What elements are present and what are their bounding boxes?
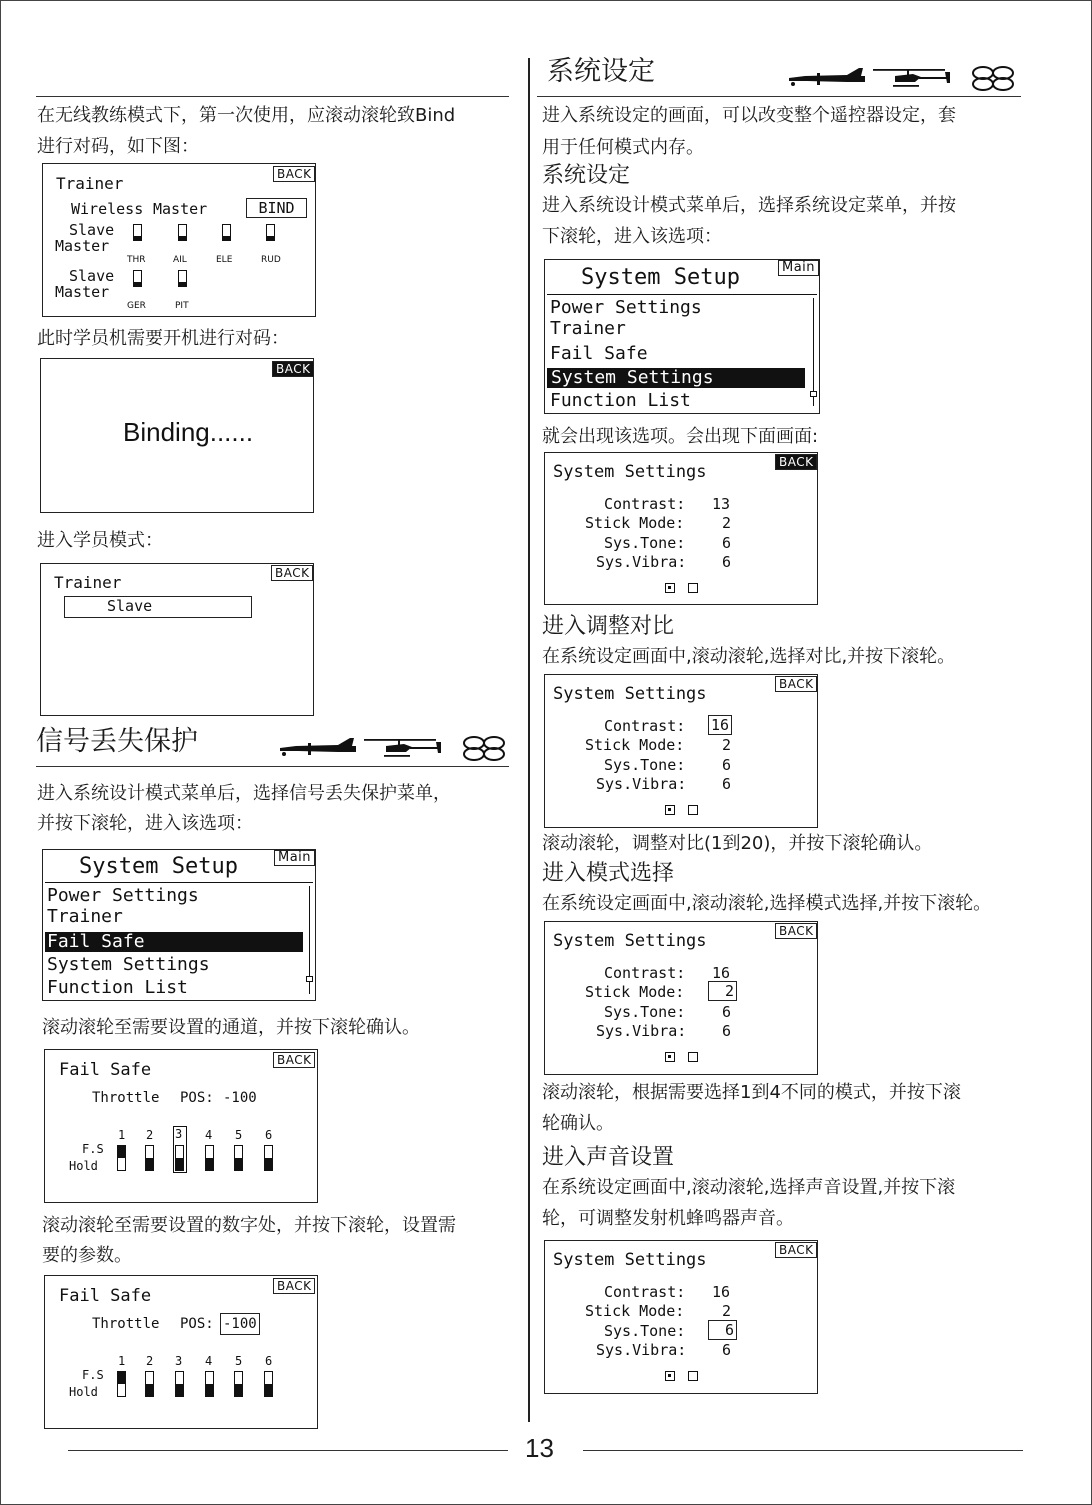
contrast-note: 滚动滚轮，调整对比(1到20)，并按下滚轮确认。 [542, 833, 933, 854]
column-divider [528, 58, 530, 1422]
sound-text-2: 轮，可调整发射机蜂鸣器声音。 [542, 1208, 794, 1229]
back-button[interactable]: BACK [273, 1052, 315, 1068]
back-button[interactable]: BACK [775, 1242, 817, 1258]
pos-value[interactable]: -100 [223, 1090, 257, 1106]
page-number: 13 [525, 1433, 554, 1463]
system-setup-menu-right [544, 259, 820, 414]
hold-label: Hold [69, 1159, 98, 1173]
page-indicator[interactable] [688, 1371, 698, 1381]
intro-line-1: 在无线教练模式下，第一次使用，应滚动滚轮致Bind [37, 105, 456, 126]
page-indicator-active[interactable] [665, 805, 675, 815]
mode-master: Master [153, 200, 208, 218]
sys-tone-value[interactable]: 6 [722, 756, 732, 774]
stick-mode-value[interactable]: 2 [722, 1302, 732, 1320]
system-sub-heading: 系统设定 [542, 163, 631, 188]
channel-bar-thr [133, 224, 142, 241]
back-button[interactable]: BACK [273, 166, 315, 182]
page-indicator[interactable] [688, 1052, 698, 1062]
helicopter-icon [364, 739, 441, 757]
contrast-heading: 进入调整对比 [542, 614, 675, 639]
channel-number: 2 [146, 1354, 154, 1368]
sound-heading: 进入声音设置 [542, 1145, 675, 1170]
menu-title: System Setup [79, 854, 238, 879]
screen-title: Trainer [56, 174, 124, 193]
screen-title: System Settings [553, 931, 707, 951]
fs-hold-switch-4[interactable] [205, 1371, 214, 1397]
note-student-on: 此时学员机需要开机进行对码： [37, 328, 289, 349]
fs-hold-switch-3[interactable] [175, 1145, 184, 1171]
fs-hold-switch-1[interactable] [117, 1371, 126, 1397]
screen-title: System Settings [553, 462, 707, 482]
note-set-value-2: 要的参数。 [42, 1245, 132, 1266]
contrast-label: Contrast: [604, 495, 686, 513]
main-tag[interactable]: Main [778, 260, 819, 276]
menu-item-function[interactable]: Function List [47, 977, 188, 998]
footer-rule-left [68, 1450, 508, 1451]
sys-vibra-value[interactable]: 6 [722, 553, 732, 571]
channel-number: 3 [175, 1354, 183, 1368]
fs-hold-switch-5[interactable] [234, 1371, 243, 1397]
system-intro-2: 用于任何模式内存。 [542, 137, 704, 158]
channel-label: THR [127, 255, 146, 265]
channel-label: ELE [216, 255, 233, 265]
sys-vibra-value[interactable]: 6 [722, 775, 732, 793]
contrast-value-selected[interactable]: 16 [708, 715, 732, 735]
note-select-channel: 滚动滚轮至需要设置的通道，并按下滚轮确认。 [42, 1017, 420, 1038]
fs-hold-switch-6[interactable] [264, 1145, 273, 1171]
binding-screen [40, 358, 314, 513]
mode-heading: 进入模式选择 [542, 861, 675, 886]
channel-number: 5 [235, 1354, 243, 1368]
channel-label: RUD [261, 255, 281, 265]
fs-hold-switch-5[interactable] [234, 1145, 243, 1171]
back-button[interactable]: BACK [273, 1278, 315, 1294]
fs-label: F.S [82, 1142, 104, 1156]
pos-value-selected[interactable]: -100 [220, 1313, 260, 1335]
channel-number: 1 [118, 1354, 126, 1368]
failsafe-intro-2: 并按下滚轮，进入该选项： [37, 813, 253, 834]
bind-button[interactable]: BIND [246, 198, 307, 218]
fs-hold-switch-2[interactable] [145, 1145, 154, 1171]
system-intro-1: 进入系统设定的画面，可以改变整个遥控器设定，套 [542, 105, 956, 126]
mode-text: 在系统设定画面中,滚动滚轮,选择模式选择,并按下滚轮。 [542, 893, 992, 914]
page-indicator-active[interactable] [665, 1052, 675, 1062]
binding-text: Binding...... [123, 417, 254, 447]
menu-item-trainer[interactable]: Trainer [550, 318, 626, 339]
row2-label-slave: Slave [69, 267, 115, 285]
fs-label: F.S [82, 1368, 104, 1382]
failsafe-screen-2 [44, 1275, 318, 1429]
system-sub-intro-1: 进入系统设计模式菜单后，选择系统设定菜单，并按 [542, 195, 956, 216]
screen-title: System Settings [553, 1250, 707, 1270]
failsafe-rule [36, 766, 509, 767]
failsafe-heading: 信号丢失保护 [36, 726, 198, 757]
failsafe-screen-1 [44, 1049, 318, 1203]
system-settings-screen-1 [544, 452, 818, 605]
menu-item-system[interactable]: System Settings [47, 954, 210, 975]
menu-divider [547, 294, 817, 295]
page-indicator[interactable] [688, 805, 698, 815]
page-indicator[interactable] [688, 583, 698, 593]
row1-label-master: Master [55, 237, 110, 255]
sys-tone-value[interactable]: 6 [722, 1003, 732, 1021]
screen-title: Fail Safe [59, 1286, 152, 1306]
menu-item-function[interactable]: Function List [550, 390, 691, 411]
multirotor-icon [973, 67, 1013, 90]
sys-tone-label: Sys.Tone: [604, 756, 686, 774]
footer-rule-right [583, 1450, 1023, 1451]
fs-hold-switch-3[interactable] [175, 1371, 184, 1397]
back-button[interactable]: BACK [775, 676, 817, 692]
fs-hold-switch-1[interactable] [117, 1145, 126, 1171]
channel-number: 4 [205, 1354, 213, 1368]
sys-vibra-label: Sys.Vibra: [596, 553, 687, 571]
menu-title: System Setup [581, 265, 740, 290]
row2-label-master: Master [55, 283, 110, 301]
hold-label: Hold [69, 1385, 98, 1399]
helicopter-icon [873, 69, 950, 87]
throttle-label: Throttle [92, 1090, 160, 1106]
channel-number: 1 [118, 1128, 126, 1142]
model-type-icons-right [787, 64, 1019, 94]
channel-bar-pit [178, 270, 187, 287]
channel-3-selected[interactable]: 3 [173, 1126, 187, 1173]
system-setup-heading: 系统设定 [547, 56, 655, 87]
stick-mode-label: Stick Mode: [585, 983, 685, 1001]
channel-number: 6 [265, 1128, 273, 1142]
menu-item-system-selected[interactable]: System Settings [547, 368, 805, 388]
contrast-label: Contrast: [604, 964, 686, 982]
fs-hold-switch-2[interactable] [145, 1371, 154, 1397]
channel-number: 5 [235, 1128, 243, 1142]
sys-tone-value-selected[interactable]: 6 [708, 1320, 737, 1340]
sys-tone-value[interactable]: 6 [722, 534, 732, 552]
sys-vibra-value[interactable]: 6 [722, 1341, 732, 1359]
menu-item-power[interactable]: Power Settings [550, 297, 702, 318]
channel-bar-ele [222, 224, 231, 241]
row1-label-slave: Slave [69, 221, 115, 239]
top-rule-left [36, 96, 509, 97]
sys-vibra-value[interactable]: 6 [722, 1022, 732, 1040]
sys-vibra-label: Sys.Vibra: [596, 775, 687, 793]
menu-divider [45, 882, 313, 883]
fs-hold-switch-4[interactable] [205, 1145, 214, 1171]
stick-mode-value[interactable]: 2 [722, 736, 732, 754]
scroll-thumb[interactable] [306, 976, 313, 982]
multirotor-icon [464, 737, 504, 760]
sys-vibra-label: Sys.Vibra: [596, 1341, 687, 1359]
channel-bar-ail [178, 224, 187, 241]
screen-title: System Settings [553, 684, 707, 704]
airplane-icon [280, 738, 356, 756]
channel-bar-ger [133, 270, 142, 287]
sys-vibra-label: Sys.Vibra: [596, 1022, 687, 1040]
sys-tone-label: Sys.Tone: [604, 1322, 686, 1340]
channel-bar-rud [266, 224, 275, 241]
channel-label: PIT [175, 301, 189, 311]
throttle-label: Throttle [92, 1316, 160, 1332]
page-indicator-active[interactable] [665, 1371, 675, 1381]
back-button[interactable]: BACK [271, 565, 313, 581]
system-settings-screen-4 [544, 1240, 818, 1394]
back-button[interactable]: BACK [272, 361, 314, 377]
slave-field[interactable]: Slave [64, 596, 252, 618]
contrast-label: Contrast: [604, 1283, 686, 1301]
back-button[interactable]: BACK [775, 923, 817, 939]
screen-title: Fail Safe [59, 1060, 152, 1080]
channel-number: 4 [205, 1128, 213, 1142]
student-mode-screen [40, 563, 314, 716]
top-rule-right [537, 96, 1021, 97]
menu-item-failsafe[interactable]: Fail Safe [45, 932, 303, 952]
mode-note-2: 轮确认。 [542, 1113, 614, 1134]
contrast-value[interactable]: 16 [712, 964, 731, 982]
channel-number: 2 [146, 1128, 154, 1142]
channel-number: 6 [265, 1354, 273, 1368]
pos-label: POS: [180, 1090, 214, 1106]
system-sub-intro-2: 下滚轮，进入该选项： [542, 226, 722, 247]
system-setup-menu-left [42, 849, 316, 1001]
airplane-icon [789, 68, 865, 86]
stick-mode-label: Stick Mode: [585, 1302, 685, 1320]
menu-item-power[interactable]: Power Settings [47, 885, 199, 906]
failsafe-intro-1: 进入系统设计模式菜单后，选择信号丢失保护菜单， [37, 783, 451, 804]
intro-line-2: 进行对码，如下图： [37, 136, 199, 157]
scroll-thumb[interactable] [810, 391, 817, 397]
trainer-bind-screen [42, 163, 316, 317]
screen-title: Trainer [54, 573, 122, 592]
channel-label: GER [127, 301, 146, 311]
sys-tone-label: Sys.Tone: [604, 1003, 686, 1021]
mode-wireless: Wireless [71, 200, 144, 218]
channel-label: AIL [173, 255, 187, 265]
stick-mode-value-selected[interactable]: 2 [708, 981, 737, 1001]
note-set-value-1: 滚动滚轮至需要设置的数字处，并按下滚轮，设置需 [42, 1215, 456, 1236]
stick-mode-value[interactable]: 2 [722, 514, 732, 532]
contrast-value[interactable]: 16 [712, 1283, 731, 1301]
stick-mode-label: Stick Mode: [585, 736, 685, 754]
back-button[interactable]: BACK [775, 454, 817, 470]
stick-mode-label: Stick Mode: [585, 514, 685, 532]
sys-tone-label: Sys.Tone: [604, 534, 686, 552]
contrast-label: Contrast: [604, 717, 686, 735]
main-tag[interactable]: Main [274, 850, 315, 866]
mode-note-1: 滚动滚轮，根据需要选择1到4不同的模式，并按下滚 [542, 1082, 961, 1103]
fs-hold-switch-6[interactable] [264, 1371, 273, 1397]
pos-label: POS: [180, 1316, 214, 1332]
menu-scrollbar[interactable] [813, 298, 816, 406]
system-settings-screen-2 [544, 674, 818, 828]
note-appears: 就会出现该选项。会出现下面画面: [542, 426, 819, 447]
system-settings-screen-3 [544, 921, 818, 1075]
page-indicator-active[interactable] [665, 583, 675, 593]
menu-item-trainer[interactable]: Trainer [47, 906, 123, 927]
note-enter-student: 进入学员模式： [37, 530, 163, 551]
contrast-value[interactable]: 13 [712, 495, 731, 513]
menu-item-failsafe[interactable]: Fail Safe [550, 343, 648, 364]
sound-text-1: 在系统设定画面中,滚动滚轮,选择声音设置,并按下滚 [542, 1177, 956, 1198]
contrast-text: 在系统设定画面中,滚动滚轮,选择对比,并按下滚轮。 [542, 646, 956, 667]
model-type-icons [278, 734, 510, 764]
